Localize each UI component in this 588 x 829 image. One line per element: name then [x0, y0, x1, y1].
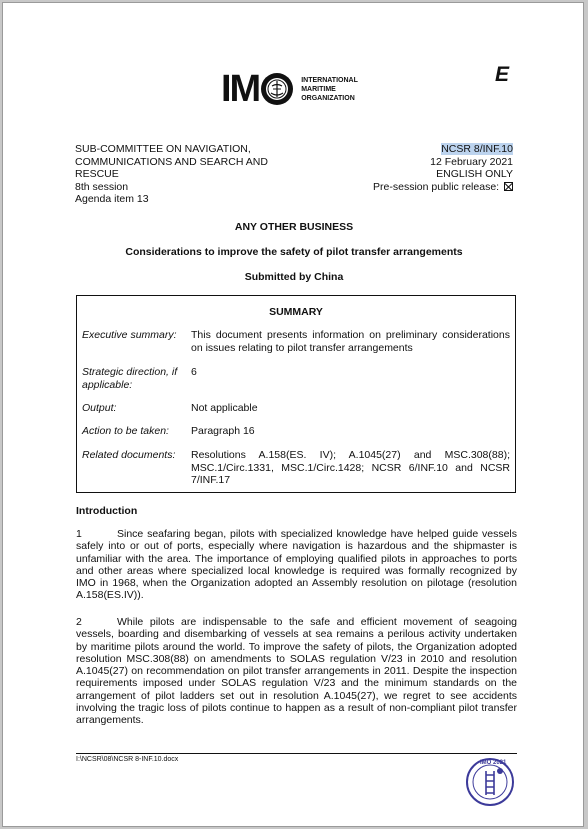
summary-row [82, 366, 510, 391]
summary-value: Paragraph 16 [191, 425, 255, 437]
release-line [373, 181, 513, 194]
org-line-2: MARITIME [301, 85, 336, 93]
committee-line: RESCUE [75, 168, 119, 180]
paragraph-number: 2 [76, 616, 82, 628]
summary-value: This document presents information on preliminary considerations on issues relating to pilot transfer arrangements [191, 329, 510, 354]
section-heading: Introduction [76, 505, 138, 517]
footer-divider [76, 753, 517, 754]
paragraph-number: 1 [76, 528, 82, 540]
agenda-item: Agenda item 13 [75, 193, 149, 205]
document-language: ENGLISH ONLY [436, 168, 513, 180]
imo-2021-badge-icon [462, 755, 518, 809]
imo-emblem-icon [260, 72, 294, 106]
committee-line: COMMUNICATIONS AND SEARCH AND [75, 155, 268, 168]
summary-label: Action to be taken: [82, 425, 169, 437]
org-line-1: INTERNATIONAL [301, 76, 358, 84]
committee-block [75, 143, 295, 206]
summary-label: Strategic direction, if applicable: [82, 366, 178, 391]
summary-value: Resolutions A.158(ES. IV); A.1045(27) and MSC.308(88); MSC.1/Circ.1331, MSC.1/Circ.1428; NCSR 6/INF.10 and NCSR 7/INF.17 [191, 449, 510, 486]
session-label: 8th session [75, 180, 129, 193]
summary-box [76, 295, 516, 493]
summary-row [82, 425, 510, 438]
badge-text: IMO 2021 [480, 760, 507, 766]
document-title: Considerations to improve the safety of pilot transfer arrangements [125, 246, 463, 258]
summary-value: 6 [191, 366, 197, 378]
document-symbol[interactable]: NCSR 8/INF.10 [441, 143, 513, 155]
imo-logo [221, 68, 358, 110]
summary-row [82, 402, 510, 415]
agenda-title: ANY OTHER BUSINESS [234, 221, 354, 233]
paragraph [76, 528, 517, 602]
committee-line: SUB-COMMITTEE ON NAVIGATION, [75, 143, 251, 155]
paragraph-text: Since seafaring began, pilots with specialized knowledge have helped guide vessels safely into or out of ports, especially where navigation is hazardous and the shipmaster is unfamiliar with the area. The importance of employing qualified pilots in approaches to ports and other areas where specialized local knowledge is required was formally recognized by IMO in 1968, when the Organization adopted an Assembly resolution on pilotage (resolution A.158(ES.IV)). [76, 528, 517, 602]
document-page [2, 2, 584, 827]
summary-label: Executive summary: [82, 329, 177, 341]
summary-row [82, 449, 510, 487]
imo-logo-letters: IM [221, 68, 260, 110]
checked-box-icon [504, 182, 513, 191]
summary-label: Output: [82, 402, 117, 414]
document-date: 12 February 2021 [430, 155, 513, 168]
paragraph [76, 616, 517, 727]
footer-file-path: I:\NCSR\08\NCSR 8-INF.10.docx [76, 756, 179, 763]
language-letter: E [495, 63, 510, 86]
summary-row [82, 329, 510, 354]
imo-org-name [301, 76, 358, 103]
org-line-3: ORGANIZATION [301, 94, 355, 102]
release-label: Pre-session public release: [373, 180, 500, 193]
document-symbol-block [373, 143, 513, 193]
submitted-by: Submitted by China [244, 271, 344, 283]
paragraph-text: While pilots are indispensable to the safe and efficient movement of seagoing vessels, boarding and disembarking of vessels at sea remains a perilous activity undertaken by maritime pilots around the world. To improve the safety of pilots, the Organization adopted resolution MSC.308(88) on amendments to SOLAS regulation V/23 in 2010 and resolution A.1045(27) on recommendation on pilot transfer arrangements in 2011. Despite the inspection requirements imposed under SOLAS regulation V/23 and the minimum standards on the arrangement of pilot ladders set out in resolution A.1045(27), we regret to see accidents involving the tragic loss of pilots continue to happen as a result of non-compliant pilot transfer arrangements. [76, 616, 517, 727]
summary-heading: SUMMARY [269, 306, 323, 318]
summary-label: Related documents: [82, 449, 176, 461]
summary-value: Not applicable [191, 402, 258, 414]
